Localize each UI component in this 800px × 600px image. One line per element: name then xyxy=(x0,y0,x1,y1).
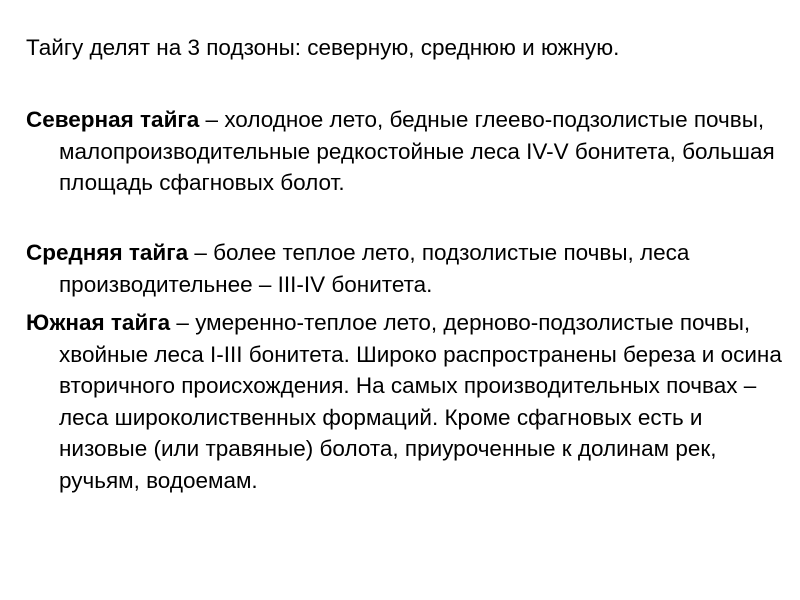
section-northern-taiga xyxy=(26,104,786,199)
term-southern-taiga: Южная тайга xyxy=(26,310,171,335)
term-northern-taiga: Северная тайга xyxy=(26,107,200,132)
section-southern-taiga xyxy=(26,307,786,496)
description-southern-taiga: – умеренно-теплое лето, дерново-подзолистые почвы, хвойные леса I-III бонитета. Широко распространены береза и осина вторичного происхождения. На самых производительных почвах – леса широколиственных формаций. Кроме сфагновых есть и низовые (или травяные) болота, приуроченные к долинам рек, ручьям, водоемам. xyxy=(59,310,782,493)
intro-text: Тайгу делят на 3 подзоны: северную, среднюю и южную. xyxy=(26,35,620,60)
description-middle-taiga: – более теплое лето, подзолистые почвы, леса производительнее – III-IV бонитета. xyxy=(59,240,690,297)
section-middle-taiga xyxy=(26,237,786,300)
term-middle-taiga: Средняя тайга xyxy=(26,240,189,265)
description-northern-taiga: – холодное лето, бедные глеево-подзолистые почвы, малопроизводительные редкостойные леса IV-V бонитета, большая площадь сфагновых болот. xyxy=(59,107,775,195)
